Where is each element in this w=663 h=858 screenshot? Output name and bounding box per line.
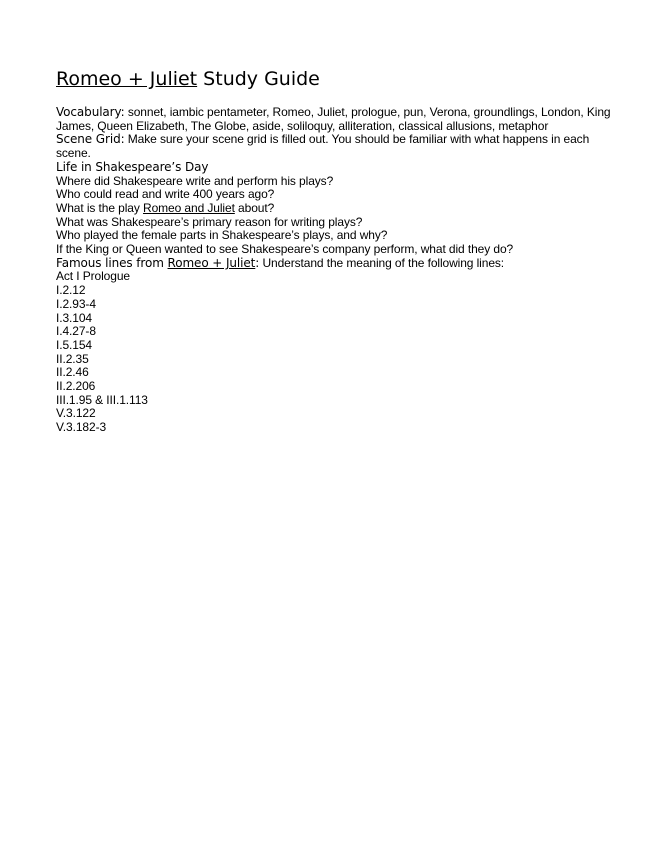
famous-lines-instruction: Understand the meaning of the following lines:: [259, 255, 505, 270]
life-question-4: What was Shakespeare’s primary reason for writing plays?: [56, 214, 363, 229]
scene-grid-heading: Scene Grid:: [56, 132, 125, 147]
title-suffix: Study Guide: [197, 68, 320, 90]
famous-line-item: Act I Prologue: [56, 269, 130, 284]
vocabulary-heading: Vocabulary:: [56, 105, 125, 119]
study-guide-body: [56, 106, 616, 435]
famous-line-item: II.2.206: [56, 379, 96, 394]
famous-line-item: I.5.154: [56, 337, 92, 352]
life-question-1: Where did Shakespeare write and perform his plays?: [56, 173, 334, 188]
famous-line-item: II.2.46: [56, 365, 89, 380]
vocabulary-list: sonnet, iambic pentameter, Romeo, Juliet, prologue, pun, Verona, groundlings, London, King James, Queen Elizabeth, The Globe, aside, soliloquy, alliteration, classical allusions, metaphor: [56, 105, 611, 133]
life-heading: Life in Shakespeare’s Day: [56, 159, 209, 174]
vocabulary-section: [56, 106, 616, 133]
study-guide-page: [56, 64, 616, 435]
scene-grid-text: Make sure your scene grid is filled out. You should be familiar with what happens in each scene.: [56, 132, 590, 161]
famous-lines-heading-colon: :: [255, 255, 260, 270]
famous-line-item: I.2.12: [56, 283, 86, 298]
famous-line-item: V.3.122: [56, 406, 96, 421]
life-question-3-end: about?: [234, 200, 275, 215]
life-question-5: Who played the female parts in Shakespeare’s plays, and why?: [56, 228, 388, 243]
page-title: [56, 64, 616, 94]
life-question-3: [56, 202, 616, 216]
life-question-6: If the King or Queen wanted to see Shakespeare’s company perform, what did they do?: [56, 242, 514, 257]
famous-lines-list: [56, 270, 616, 434]
life-question-3-play: Romeo and Juliet: [143, 200, 235, 215]
life-question-3-start: What is the play: [56, 200, 144, 215]
famous-lines-section: [56, 257, 616, 271]
life-question-2: Who could read and write 400 years ago?: [56, 187, 275, 202]
famous-line-item: III.1.95 & III.1.113: [56, 392, 148, 407]
title-play-name: Romeo + Juliet: [56, 68, 198, 90]
famous-line-item: I.3.104: [56, 310, 92, 325]
famous-line-item: II.2.35: [56, 351, 89, 366]
famous-line-item: I.2.93-4: [56, 296, 96, 311]
scene-grid-section: [56, 133, 616, 160]
famous-lines-heading-start: Famous lines from: [56, 255, 168, 270]
famous-line-item: I.4.27-8: [56, 324, 96, 339]
famous-line-item: V.3.182-3: [56, 420, 107, 435]
famous-lines-heading-play: Romeo + Juliet: [167, 255, 256, 270]
